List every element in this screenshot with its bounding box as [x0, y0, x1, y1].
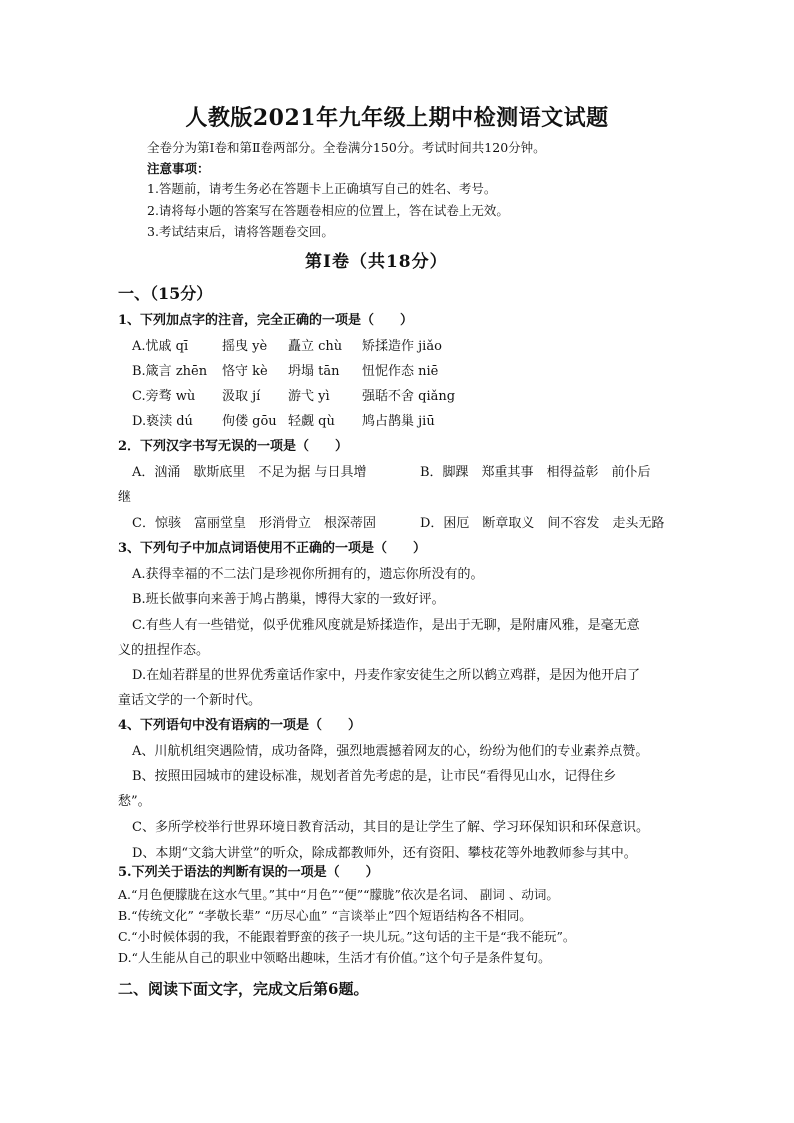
option-term: 忸怩作态 niē	[362, 364, 439, 379]
question-option-d: D.在灿若群星的世界优秀童话作家中，丹麦作家安徒生之所以鹤立鸡群，是因为他开启了	[132, 668, 641, 683]
question-stem: 1、下列加点字的注音，完全正确的一项是（ ）	[118, 313, 414, 328]
option-term: 矗立 chù	[288, 339, 343, 354]
section-heading: 一、（15分）	[118, 284, 213, 303]
option-term: 摇曳 yè	[222, 339, 268, 354]
option-term: 矫揉造作 jiǎo	[362, 339, 442, 354]
question-option-d: D．困厄 断章取义 间不容发 走头无路	[420, 516, 665, 531]
option-term: A.忧戚 qī	[132, 339, 189, 354]
question-option-b-continued: 愁”。	[118, 794, 151, 809]
notes-heading: 注意事项：	[147, 161, 210, 176]
question-option-c: C.有些人有一些错觉，似乎优雅风度就是矫揉造作，是出于无聊，是附庸风雅，是毫无意	[132, 618, 640, 633]
question-option-d-continued: 童话文学的一个新时代。	[118, 693, 262, 708]
note-item: 1.答题前，请考生务必在答题卡上正确填写自己的姓名、考号。	[147, 181, 497, 196]
section-heading: 二、阅读下面文字，完成文后第6题。	[118, 980, 369, 998]
exam-info-line: 全卷分为第Ⅰ卷和第Ⅱ卷两部分。全卷满分150分。考试时间共120分钟。	[147, 140, 546, 155]
option-term: C.旁骛 wù	[132, 389, 196, 404]
question-option-d: D.“人生能从自己的职业中领略出趣味，生活才有价值。”这个句子是条件复句。	[118, 950, 551, 965]
question-option-c	[132, 388, 455, 406]
question-option-c: C．惊骇 富丽堂皇 形消骨立 根深蒂固	[132, 516, 376, 531]
option-term: 游弋 yì	[288, 389, 330, 404]
question-option-a: A.“月色便朦胧在这水气里。”其中“月色”“便”“朦胧”依次是名词、 副词 、动词。	[118, 887, 559, 902]
option-term: 坍塌 tān	[288, 364, 340, 379]
question-option-b: B.“传统文化” “孝敬长辈” “历尽心血” “言谈举止”四个短语结构各不相同。	[118, 908, 532, 923]
question-option-a: A.获得幸福的不二法门是珍视你所拥有的，遗忘你所没有的。	[132, 567, 484, 582]
question-option-b-continued: 继	[118, 490, 132, 505]
option-term: 强聒不舍 qiǎng	[362, 389, 456, 404]
option-term: D.亵渎 dú	[132, 414, 193, 429]
option-term: 佝偻 gōu	[222, 414, 277, 429]
option-term: 鸠占鹊巢 jiū	[362, 414, 435, 429]
question-stem: 5.下列关于语法的判断有误的一项是（ ）	[118, 865, 379, 880]
question-option-a: A、川航机组突遇险情，成功备降，强烈地震撼着网友的心，纷纷为他们的专业素养点赞。	[132, 744, 649, 759]
question-stem: 4、下列语句中没有语病的一项是（ ）	[118, 718, 362, 733]
option-term: 轻觑 qù	[288, 414, 335, 429]
question-option-d	[132, 413, 435, 431]
exam-title: 人教版2021年九年级上期中检测语文试题	[185, 105, 609, 131]
question-option-a	[132, 338, 442, 356]
question-option-a: A．汹涌 歇斯底里 不足为据 与日具增	[132, 465, 367, 480]
question-stem: 2．下列汉字书写无误的一项是（ ）	[118, 439, 349, 454]
question-option-b: B．脚踝 郑重其事 相得益彰 前仆后	[420, 465, 651, 480]
option-term: 恪守 kè	[222, 364, 268, 379]
question-option-b: B、按照田园城市的建设标准，规划者首先考虑的是，让市民“看得见山水，记得住乡	[132, 769, 617, 784]
question-stem: 3、下列句子中加点词语使用不正确的一项是（ ）	[118, 541, 427, 556]
question-option-c: C、多所学校举行世界环境日教育活动，其目的是让学生了解、学习环保知识和环保意识。	[132, 820, 649, 835]
question-option-b	[132, 363, 438, 381]
option-term: B.箴言 zhēn	[132, 364, 208, 379]
note-item: 2.请将每小题的答案写在答题卷相应的位置上，答在试卷上无效。	[147, 203, 509, 218]
question-option-c-continued: 义的扭捏作态。	[118, 643, 210, 658]
question-option-b: B.班长做事向来善于鸠占鹊巢，博得大家的一致好评。	[132, 592, 445, 607]
note-item: 3.考试结束后，请将答题卷交回。	[147, 224, 334, 239]
option-term: 汲取 jí	[222, 389, 261, 404]
volume-heading: 第Ⅰ卷（共18分）	[305, 252, 448, 272]
question-option-d: D、本期“文翁大讲堂”的听众，除成都教师外，还有资阳、攀枝花等外地教师参与其中。	[132, 846, 637, 861]
question-option-c: C.“小时候体弱的我，不能跟着野蛮的孩子一块儿玩。”这句话的主干是“我不能玩”。	[118, 929, 576, 944]
